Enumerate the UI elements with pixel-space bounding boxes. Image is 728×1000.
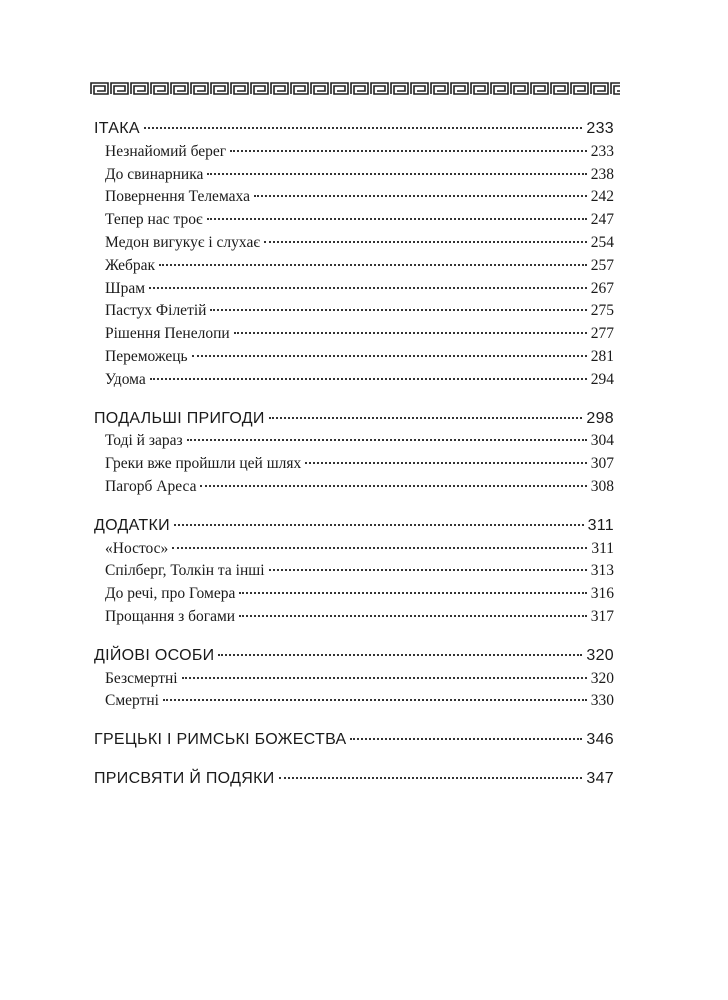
toc-entry-title: Греки вже пройшли цей шлях [105, 455, 302, 473]
dot-leader [144, 126, 583, 129]
toc-entry[interactable] [94, 608, 614, 631]
toc-page-number: 233 [590, 142, 614, 160]
section-spacer [94, 715, 614, 731]
toc-entry-title: Медон вигукує і слухає [105, 233, 260, 251]
toc-section-heading[interactable] [94, 770, 614, 793]
dot-leader [187, 438, 587, 441]
toc-entry[interactable] [94, 280, 614, 303]
dot-leader [269, 416, 583, 419]
toc-page-number: 247 [590, 211, 614, 229]
toc-entry-title: «Ностос» [105, 539, 169, 557]
dot-leader [207, 172, 586, 175]
toc-section [94, 410, 614, 501]
toc-entry-title: Жебрак [105, 256, 156, 274]
toc-page-number: 304 [590, 432, 614, 450]
dot-leader [174, 523, 584, 526]
dot-leader [163, 698, 587, 701]
toc-page-number: 330 [590, 692, 614, 710]
toc-section-title: ПОДАЛЬШІ ПРИГОДИ [94, 409, 265, 427]
toc-section [94, 517, 614, 631]
toc-page-number: 257 [590, 256, 614, 274]
toc-section-title: ГРЕЦЬКІ І РИМСЬКІ БОЖЕСТВА [94, 731, 347, 749]
toc-page-number: 308 [590, 477, 614, 495]
toc-section-heading[interactable] [94, 410, 614, 433]
toc-section [94, 647, 614, 715]
toc-entry-title: До речі, про Гомера [105, 585, 236, 603]
toc-entry-title: Переможець [105, 347, 188, 365]
toc-page-number: 313 [590, 562, 614, 580]
toc-entry-title: Повернення Телемаха [105, 188, 250, 206]
toc-entry[interactable] [94, 562, 614, 585]
toc-section-title: ІТАКА [94, 120, 140, 137]
toc-page-number: 320 [590, 669, 614, 687]
toc-section-heading[interactable] [94, 120, 614, 143]
toc-entry-title: Шрам [105, 279, 146, 297]
toc-entry-title: Удома [105, 370, 146, 388]
toc-page-number: 307 [590, 455, 614, 473]
dot-leader [305, 461, 586, 464]
toc-page-number: 277 [590, 325, 614, 343]
dot-leader [254, 194, 587, 197]
toc-entry[interactable] [94, 188, 614, 211]
dot-leader [200, 484, 586, 487]
dot-leader [350, 737, 582, 740]
toc-entry-title: Пагорб Ареса [105, 477, 197, 495]
toc-page-number: 233 [586, 120, 614, 137]
table-of-contents [94, 120, 614, 793]
dot-leader [149, 286, 587, 289]
toc-section-title: ПРИСВЯТИ Й ПОДЯКИ [94, 769, 275, 787]
dot-leader [264, 240, 587, 243]
toc-page-number: 346 [586, 731, 614, 749]
toc-entry[interactable] [94, 234, 614, 257]
toc-page-number: 316 [590, 585, 614, 603]
toc-page-number: 320 [586, 646, 614, 664]
toc-entry[interactable] [94, 478, 614, 501]
toc-section-title: ДОДАТКИ [94, 516, 170, 534]
toc-entry-title: Безсмертні [105, 669, 178, 687]
toc-entry[interactable] [94, 325, 614, 348]
section-spacer [94, 754, 614, 770]
toc-entry[interactable] [94, 211, 614, 234]
toc-entry[interactable] [94, 302, 614, 325]
toc-entry-title: Пастух Філетій [105, 302, 207, 320]
dot-leader [150, 377, 587, 380]
toc-entry[interactable] [94, 257, 614, 280]
dot-leader [210, 308, 586, 311]
toc-page-number: 317 [590, 607, 614, 625]
toc-entry[interactable] [94, 348, 614, 371]
toc-page-number: 298 [586, 409, 614, 427]
toc-entry-title: Рішення Пенелопи [105, 325, 230, 343]
toc-section [94, 770, 614, 793]
toc-section-title: ДІЙОВІ ОСОБИ [94, 646, 215, 664]
greek-key-border [90, 82, 620, 95]
dot-leader [192, 354, 587, 357]
toc-entry-title: Прощання з богами [105, 607, 236, 625]
toc-entry[interactable] [94, 371, 614, 394]
toc-page-number: 267 [590, 279, 614, 297]
toc-entry-title: Тоді й зараз [105, 432, 183, 450]
toc-section-heading[interactable] [94, 731, 614, 754]
toc-page-number: 242 [590, 188, 614, 206]
dot-leader [172, 546, 587, 549]
toc-section [94, 120, 614, 394]
dot-leader [239, 591, 586, 594]
section-spacer [94, 631, 614, 647]
toc-entry[interactable] [94, 540, 614, 563]
section-spacer [94, 394, 614, 410]
dot-leader [207, 217, 587, 220]
dot-leader [182, 676, 587, 679]
dot-leader [234, 331, 587, 334]
dot-leader [269, 568, 587, 571]
toc-page-number: 294 [590, 370, 614, 388]
dot-leader [279, 776, 583, 779]
section-spacer [94, 501, 614, 517]
toc-page-number: 254 [590, 233, 614, 251]
dot-leader [159, 263, 587, 266]
toc-entry[interactable] [94, 692, 614, 715]
toc-entry[interactable] [94, 143, 614, 166]
toc-page-number: 281 [590, 347, 614, 365]
toc-entry-title: Незнайомий берег [105, 142, 227, 160]
toc-page-number: 238 [590, 165, 614, 183]
toc-section [94, 731, 614, 754]
dot-leader [239, 614, 587, 617]
dot-leader [218, 653, 582, 656]
toc-page-number: 311 [587, 516, 614, 534]
toc-entry[interactable] [94, 585, 614, 608]
toc-entry-title: Спілберг, Толкін та інші [105, 562, 265, 580]
dot-leader [230, 149, 587, 152]
toc-entry[interactable] [94, 455, 614, 478]
toc-section-heading[interactable] [94, 517, 614, 540]
toc-page-number: 311 [591, 539, 614, 557]
toc-entry[interactable] [94, 670, 614, 693]
toc-page-number: 275 [590, 302, 614, 320]
toc-section-heading[interactable] [94, 647, 614, 670]
toc-entry-title: Смертні [105, 692, 159, 710]
toc-page-number: 347 [586, 769, 614, 787]
toc-entry[interactable] [94, 432, 614, 455]
toc-entry-title: До свинарника [105, 165, 204, 183]
toc-entry-title: Тепер нас троє [105, 211, 203, 229]
toc-entry[interactable] [94, 166, 614, 189]
